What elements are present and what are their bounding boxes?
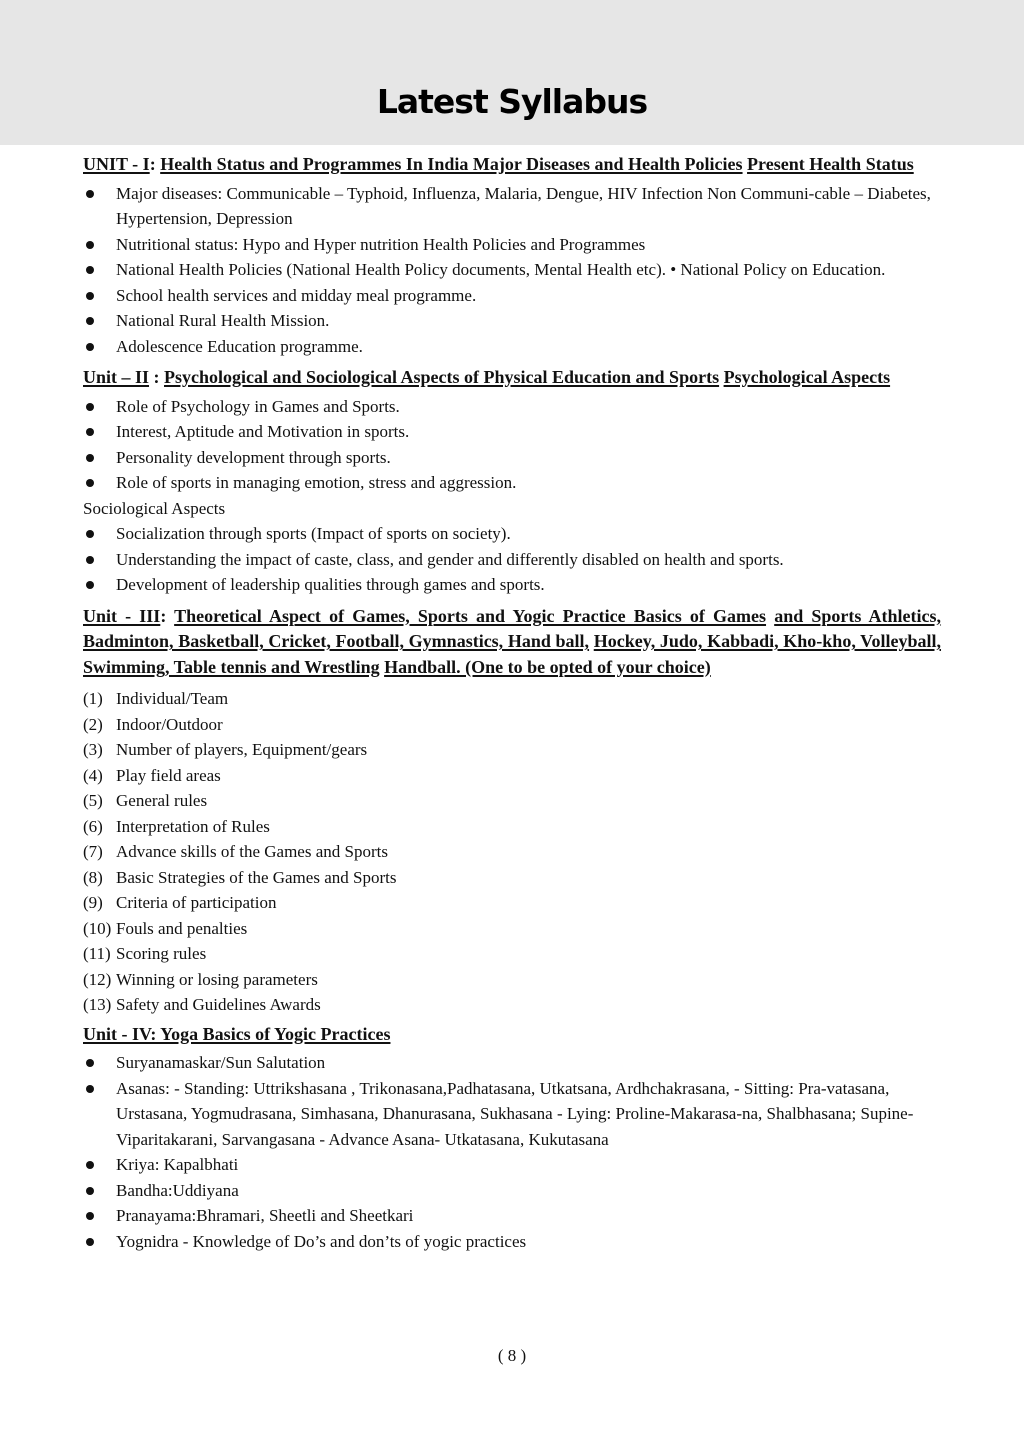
list-item [83, 737, 941, 763]
bullet-icon [86, 1085, 94, 1093]
item-number: (3) [83, 740, 103, 759]
list-item [83, 521, 941, 547]
unit-1-heading [83, 152, 941, 178]
bullet-icon [86, 1212, 94, 1220]
bullet-icon [86, 403, 94, 411]
item-number: (8) [83, 867, 103, 887]
list-item-text: Adolescence Education programme. [116, 336, 363, 356]
unit-1-subtitle: Present Health Status [747, 154, 914, 174]
list-item [83, 1178, 941, 1204]
list-item [83, 283, 941, 309]
item-number: (10) [83, 918, 112, 938]
unit-4-heading [83, 1022, 941, 1048]
list-item [83, 445, 941, 471]
list-item-text: National Rural Health Mission. [116, 311, 330, 330]
list-item-text: Play field areas [116, 765, 221, 785]
unit-2-list [83, 394, 941, 496]
item-number: (11) [83, 944, 111, 963]
list-item [83, 334, 941, 360]
unit-3-choice-note: Handball. (One to be opted of your choice) [384, 656, 711, 677]
sociological-aspects-subheading: Sociological Aspects [83, 498, 226, 518]
item-number: (6) [83, 816, 103, 836]
list-item [83, 890, 941, 916]
list-item-text: Interpretation of Rules [116, 816, 270, 836]
list-item-text: Kriya: Kapalbhati [116, 1155, 239, 1174]
unit-2-title: Psychological and Sociological Aspects of Physical Education and Sports [164, 367, 720, 387]
bullet-icon [86, 1187, 94, 1195]
bullet-icon [86, 1161, 94, 1169]
item-number: (9) [83, 893, 103, 912]
bullet-icon [86, 343, 94, 351]
bullet-icon [86, 1059, 94, 1067]
list-item-text: Scoring rules [116, 944, 207, 963]
unit-4-list [83, 1050, 941, 1254]
list-item-text: Major diseases: Communicable – Typhoid, Influenza, Malaria, Dengue, HIV Infection Non Communi-cable – Diabetes, Hypertension, Depression [116, 183, 931, 228]
list-item-text: Safety and Guidelines Awards [116, 995, 321, 1014]
unit-1-list [83, 181, 941, 360]
unit-2-sociological-list [83, 521, 941, 598]
unit-3-title: Theoretical Aspect of Games, Sports and Yogic Practice Basics of Games [174, 605, 767, 626]
list-item [83, 712, 941, 738]
bullet-icon [86, 581, 94, 589]
list-item-text: Socialization through sports (Impact of sports on society). [116, 524, 511, 543]
list-item [83, 419, 941, 445]
list-item-text: General rules [116, 791, 208, 810]
unit-1-title: Health Status and Programmes In India Major Diseases and Health Policies [160, 154, 743, 174]
list-item-text: Indoor/Outdoor [116, 714, 223, 734]
list-item [83, 1076, 941, 1153]
list-item-text: Criteria of participation [116, 893, 277, 912]
item-number: (2) [83, 714, 103, 734]
list-item-text: National Health Policies (National Health Policy documents, Mental Health etc). • National Policy on Education. [116, 260, 886, 279]
list-item-text: Role of sports in managing emotion, stress and aggression. [116, 473, 517, 492]
list-item [83, 1152, 941, 1178]
list-item [83, 1203, 941, 1229]
list-item [83, 308, 941, 334]
unit-4-title: Unit - IV: Yoga Basics of Yogic Practices [83, 1023, 391, 1044]
bullet-icon [86, 190, 94, 198]
list-item-text: Interest, Aptitude and Motivation in sports. [116, 422, 410, 441]
list-item-text: Number of players, Equipment/gears [116, 740, 368, 759]
item-number: (5) [83, 791, 103, 810]
bullet-icon [86, 241, 94, 249]
unit-3-heading [83, 604, 941, 681]
list-item [83, 1229, 941, 1255]
list-item-text: Basic Strategies of the Games and Sports [116, 867, 397, 887]
bullet-icon [86, 292, 94, 300]
list-item-text: Yognidra - Knowledge of Do’s and don’ts of yogic practices [116, 1231, 527, 1251]
unit-2-label: Unit – II [83, 367, 150, 387]
item-number: (7) [83, 842, 103, 861]
list-item [83, 865, 941, 891]
list-item [83, 788, 941, 814]
unit-3-list [83, 686, 941, 1018]
bullet-icon [86, 530, 94, 538]
list-item [83, 763, 941, 789]
list-item-text: Bandha:Uddiyana [116, 1180, 239, 1200]
list-item [83, 547, 941, 573]
bullet-icon [86, 317, 94, 325]
list-item [83, 470, 941, 496]
unit-3-label: Unit - III [83, 605, 161, 626]
unit-1-separator: : [149, 154, 161, 174]
list-item [83, 967, 941, 993]
bullet-icon [86, 266, 94, 274]
unit-3-separator: : [160, 605, 175, 626]
unit-1-label: UNIT - I [83, 154, 150, 174]
header-band [0, 0, 1024, 145]
list-item [83, 992, 941, 1018]
list-item [83, 572, 941, 598]
unit-2-heading [83, 365, 941, 391]
bullet-icon [86, 454, 94, 462]
page-title: Latest Syllabus [376, 82, 648, 121]
list-item-text: Role of Psychology in Games and Sports. [116, 396, 400, 416]
list-item [83, 916, 941, 942]
bullet-icon [86, 428, 94, 436]
list-item-text: Winning or losing parameters [116, 969, 318, 989]
list-item [83, 232, 941, 258]
list-item-text: Fouls and penalties [116, 918, 248, 938]
list-item-text: Development of leadership qualities through games and sports. [116, 575, 545, 594]
bullet-icon [86, 479, 94, 487]
list-item-text: School health services and midday meal programme. [116, 285, 477, 305]
list-item-text: Nutritional status: Hypo and Hyper nutrition Health Policies and Programmes [116, 234, 646, 254]
list-item [83, 394, 941, 420]
item-number: (1) [83, 689, 103, 708]
list-item-text: Personality development through sports. [116, 447, 391, 467]
list-item [83, 839, 941, 865]
page-number: ( 8 ) [497, 1346, 527, 1365]
list-item [83, 181, 941, 232]
unit-3-sports-list-a: and Sports Athletics, Badminton, Basketball, Cricket, Football, Gymnastics, Hand ball, [83, 605, 942, 651]
item-number: (4) [83, 765, 103, 785]
list-item [83, 941, 941, 967]
syllabus-content [83, 152, 941, 1254]
list-item-text: Advance skills of the Games and Sports [116, 842, 388, 861]
item-number: (12) [83, 969, 112, 989]
list-item-text: Asanas: - Standing: Uttrikshasana , Trikonasana,Padhatasana, Utkatsana, Ardhchakrasana, - Sitting: Pra-vatasana, Urstasana, Yogmudrasana, Simhasana, Dhanurasana, Sukhasana - Lying: Proline-Makarasa-na, Shalbhasana; Supine-Viparitakarani, Sarvangasana - Advance Asana- Utkatasana, Kukutasana [116, 1078, 914, 1149]
bullet-icon [86, 1238, 94, 1246]
list-item [83, 1050, 941, 1076]
list-item-text: Understanding the impact of caste, class, and gender and differently disabled on health and sports. [116, 549, 784, 569]
item-number: (13) [83, 995, 112, 1014]
unit-2-subtitle: Psychological Aspects [723, 367, 891, 387]
unit-2-separator: : [149, 367, 165, 387]
list-item-text: Individual/Team [116, 689, 229, 708]
list-item-text: Pranayama:Bhramari, Sheetli and Sheetkari [116, 1206, 414, 1225]
list-item-text: Suryanamaskar/Sun Salutation [116, 1053, 326, 1072]
bullet-icon [86, 556, 94, 564]
unit-3-sports-list-b: Hockey, Judo, Kabbadi, Kho-kho, Volleyball, Swimming, Table tennis and Wrestling [83, 631, 942, 677]
list-item [83, 814, 941, 840]
list-item [83, 257, 941, 283]
list-item [83, 686, 941, 712]
